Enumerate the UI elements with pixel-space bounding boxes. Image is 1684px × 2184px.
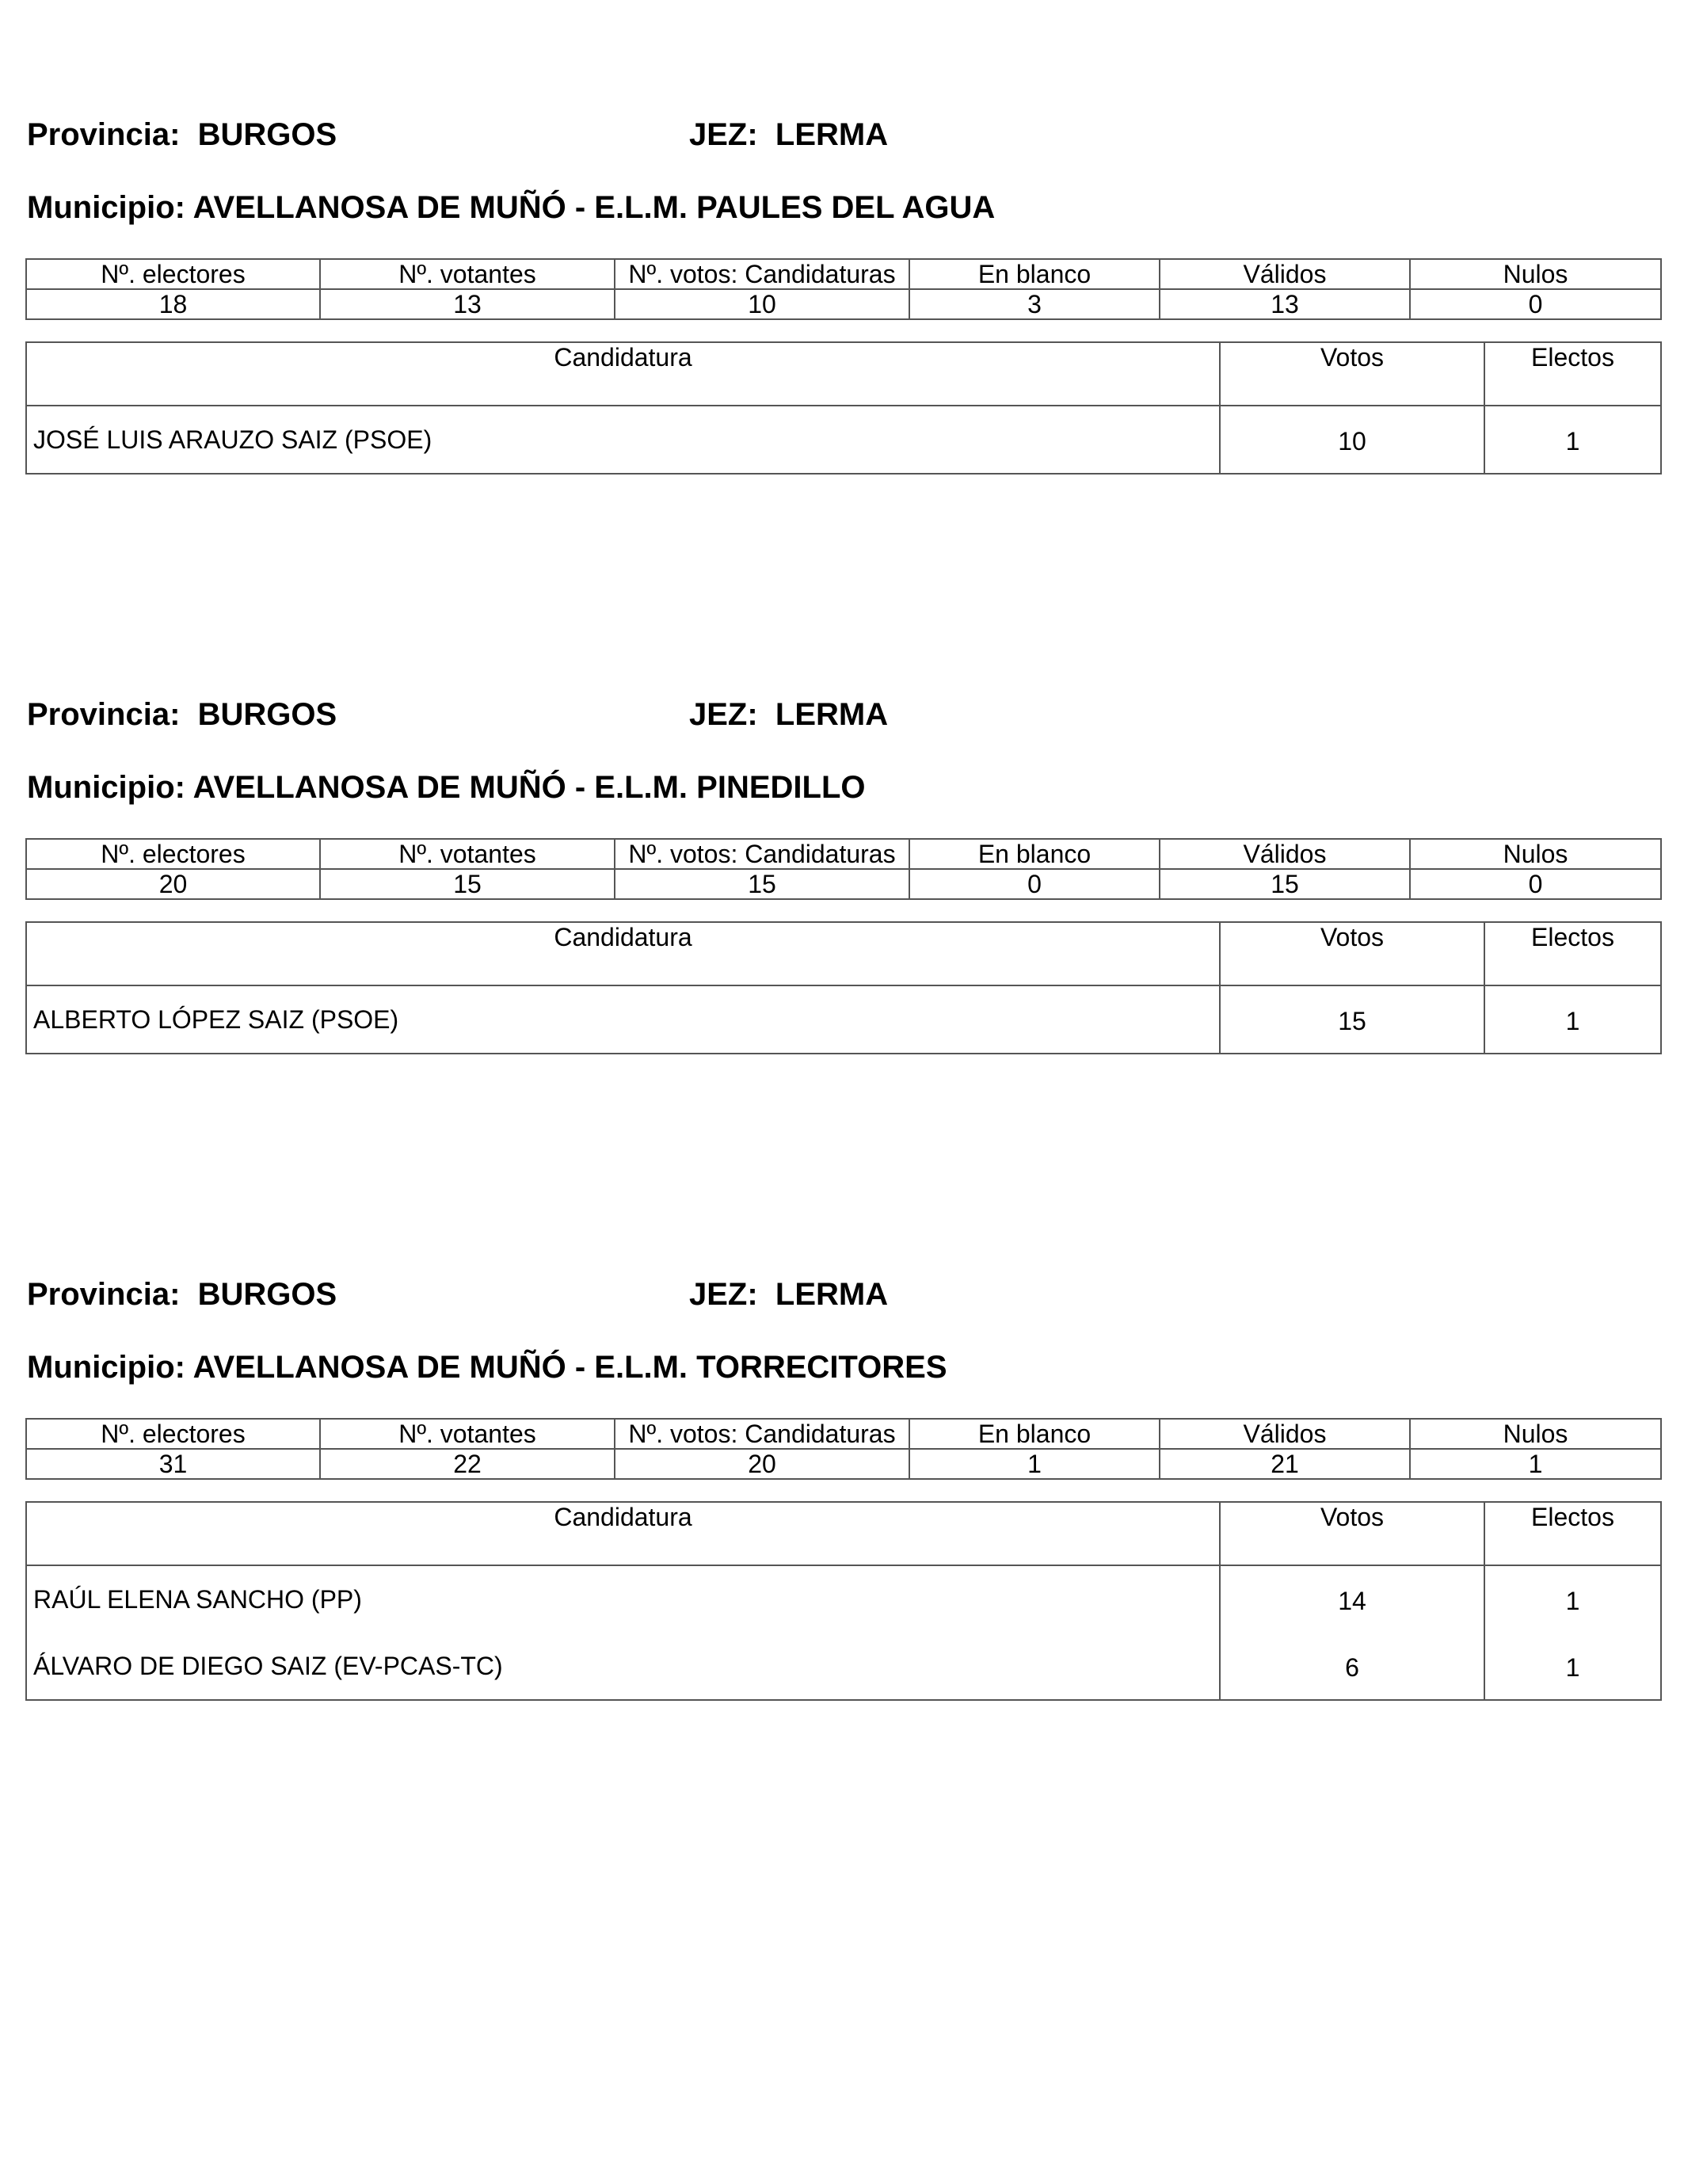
votantes-header: Nº. votantes bbox=[320, 839, 615, 869]
table-row bbox=[26, 1565, 1661, 1633]
jez-value: LERMA bbox=[775, 1277, 889, 1312]
candidatura-header: Candidatura bbox=[26, 342, 1220, 406]
provincia-heading bbox=[27, 1277, 337, 1313]
stats-value-row bbox=[26, 869, 1661, 899]
jez-value: LERMA bbox=[775, 697, 889, 732]
stats-header-row bbox=[26, 259, 1661, 289]
jez-label: JEZ: bbox=[689, 697, 758, 732]
stats-table bbox=[25, 258, 1662, 320]
table-row bbox=[26, 985, 1661, 1054]
en-blanco-value: 0 bbox=[909, 869, 1160, 899]
en-blanco-header: En blanco bbox=[909, 839, 1160, 869]
candidates-table bbox=[25, 341, 1662, 475]
validos-header: Válidos bbox=[1160, 839, 1410, 869]
electos-header: Electos bbox=[1484, 922, 1661, 985]
candidate-electos: 1 bbox=[1484, 1633, 1661, 1700]
jez-heading bbox=[689, 1277, 888, 1313]
validos-value: 15 bbox=[1160, 869, 1410, 899]
provincia-label: Provincia: bbox=[27, 697, 181, 732]
provincia-heading bbox=[27, 697, 337, 733]
validos-value: 21 bbox=[1160, 1449, 1410, 1479]
candidate-name: ÁLVARO DE DIEGO SAIZ (EV-PCAS-TC) bbox=[26, 1633, 1220, 1700]
en-blanco-value: 1 bbox=[909, 1449, 1160, 1479]
votos-candidaturas-header: Nº. votos: Candidaturas bbox=[615, 259, 909, 289]
municipio-label: Municipio: bbox=[27, 1350, 185, 1385]
nulos-value: 0 bbox=[1410, 869, 1661, 899]
validos-header: Válidos bbox=[1160, 259, 1410, 289]
jez-label: JEZ: bbox=[689, 1277, 758, 1312]
nulos-header: Nulos bbox=[1410, 259, 1661, 289]
votantes-value: 22 bbox=[320, 1449, 615, 1479]
stats-value-row bbox=[26, 1449, 1661, 1479]
nulos-value: 1 bbox=[1410, 1449, 1661, 1479]
stats-table bbox=[25, 1418, 1662, 1480]
candidate-votos: 15 bbox=[1220, 985, 1484, 1054]
votantes-header: Nº. votantes bbox=[320, 1419, 615, 1449]
candidates-table bbox=[25, 1501, 1662, 1701]
provincia-label: Provincia: bbox=[27, 117, 181, 152]
jez-heading bbox=[689, 117, 888, 153]
municipio-value: AVELLANOSA DE MUÑÓ - E.L.M. PAULES DEL AGUA bbox=[192, 190, 996, 225]
jez-value: LERMA bbox=[775, 117, 889, 152]
votos-header: Votos bbox=[1220, 342, 1484, 406]
candidate-votos: 14 bbox=[1220, 1565, 1484, 1633]
candidates-table bbox=[25, 921, 1662, 1054]
table-row bbox=[26, 406, 1661, 474]
candidate-name: RAÚL ELENA SANCHO (PP) bbox=[26, 1565, 1220, 1633]
validos-value: 13 bbox=[1160, 289, 1410, 319]
candidate-name: ALBERTO LÓPEZ SAIZ (PSOE) bbox=[26, 985, 1220, 1054]
stats-header-row bbox=[26, 839, 1661, 869]
section-header bbox=[25, 1277, 1660, 1317]
candidate-votos: 6 bbox=[1220, 1633, 1484, 1700]
section-header bbox=[25, 117, 1660, 157]
electos-header: Electos bbox=[1484, 342, 1661, 406]
en-blanco-value: 3 bbox=[909, 289, 1160, 319]
votantes-value: 15 bbox=[320, 869, 615, 899]
electos-header: Electos bbox=[1484, 1502, 1661, 1565]
provincia-value: BURGOS bbox=[197, 1277, 337, 1312]
electores-header: Nº. electores bbox=[26, 259, 320, 289]
votos-candidaturas-header: Nº. votos: Candidaturas bbox=[615, 839, 909, 869]
section-header bbox=[25, 697, 1660, 737]
electores-header: Nº. electores bbox=[26, 1419, 320, 1449]
jez-heading bbox=[689, 697, 888, 733]
candidate-votos: 10 bbox=[1220, 406, 1484, 474]
candidate-electos: 1 bbox=[1484, 1565, 1661, 1633]
municipio-heading bbox=[27, 770, 866, 806]
electores-value: 20 bbox=[26, 869, 320, 899]
candidates-header-row bbox=[26, 1502, 1661, 1565]
electores-value: 31 bbox=[26, 1449, 320, 1479]
votos-candidaturas-value: 20 bbox=[615, 1449, 909, 1479]
municipio-heading bbox=[27, 1350, 947, 1385]
municipio-value: AVELLANOSA DE MUÑÓ - E.L.M. TORRECITORES bbox=[192, 1350, 947, 1385]
stats-table bbox=[25, 838, 1662, 900]
section-paules-del-agua bbox=[25, 117, 1660, 497]
nulos-header: Nulos bbox=[1410, 839, 1661, 869]
municipio-value: AVELLANOSA DE MUÑÓ - E.L.M. PINEDILLO bbox=[192, 770, 866, 805]
candidatura-header: Candidatura bbox=[26, 1502, 1220, 1565]
provincia-label: Provincia: bbox=[27, 1277, 181, 1312]
nulos-value: 0 bbox=[1410, 289, 1661, 319]
provincia-heading bbox=[27, 117, 337, 153]
section-torrecitores bbox=[25, 1277, 1660, 1736]
electores-value: 18 bbox=[26, 289, 320, 319]
validos-header: Válidos bbox=[1160, 1419, 1410, 1449]
votantes-value: 13 bbox=[320, 289, 615, 319]
votantes-header: Nº. votantes bbox=[320, 259, 615, 289]
en-blanco-header: En blanco bbox=[909, 259, 1160, 289]
candidate-electos: 1 bbox=[1484, 406, 1661, 474]
stats-value-row bbox=[26, 289, 1661, 319]
votos-candidaturas-value: 10 bbox=[615, 289, 909, 319]
candidates-header-row bbox=[26, 342, 1661, 406]
electores-header: Nº. electores bbox=[26, 839, 320, 869]
candidate-name: JOSÉ LUIS ARAUZO SAIZ (PSOE) bbox=[26, 406, 1220, 474]
votos-candidaturas-header: Nº. votos: Candidaturas bbox=[615, 1419, 909, 1449]
candidatura-header: Candidatura bbox=[26, 922, 1220, 985]
votos-header: Votos bbox=[1220, 922, 1484, 985]
en-blanco-header: En blanco bbox=[909, 1419, 1160, 1449]
provincia-value: BURGOS bbox=[197, 697, 337, 732]
nulos-header: Nulos bbox=[1410, 1419, 1661, 1449]
provincia-value: BURGOS bbox=[197, 117, 337, 152]
votos-header: Votos bbox=[1220, 1502, 1484, 1565]
table-row bbox=[26, 1633, 1661, 1700]
candidates-header-row bbox=[26, 922, 1661, 985]
municipio-label: Municipio: bbox=[27, 190, 185, 225]
section-pinedillo bbox=[25, 697, 1660, 1077]
municipio-label: Municipio: bbox=[27, 770, 185, 805]
jez-label: JEZ: bbox=[689, 117, 758, 152]
municipio-heading bbox=[27, 190, 995, 226]
stats-header-row bbox=[26, 1419, 1661, 1449]
candidate-electos: 1 bbox=[1484, 985, 1661, 1054]
votos-candidaturas-value: 15 bbox=[615, 869, 909, 899]
